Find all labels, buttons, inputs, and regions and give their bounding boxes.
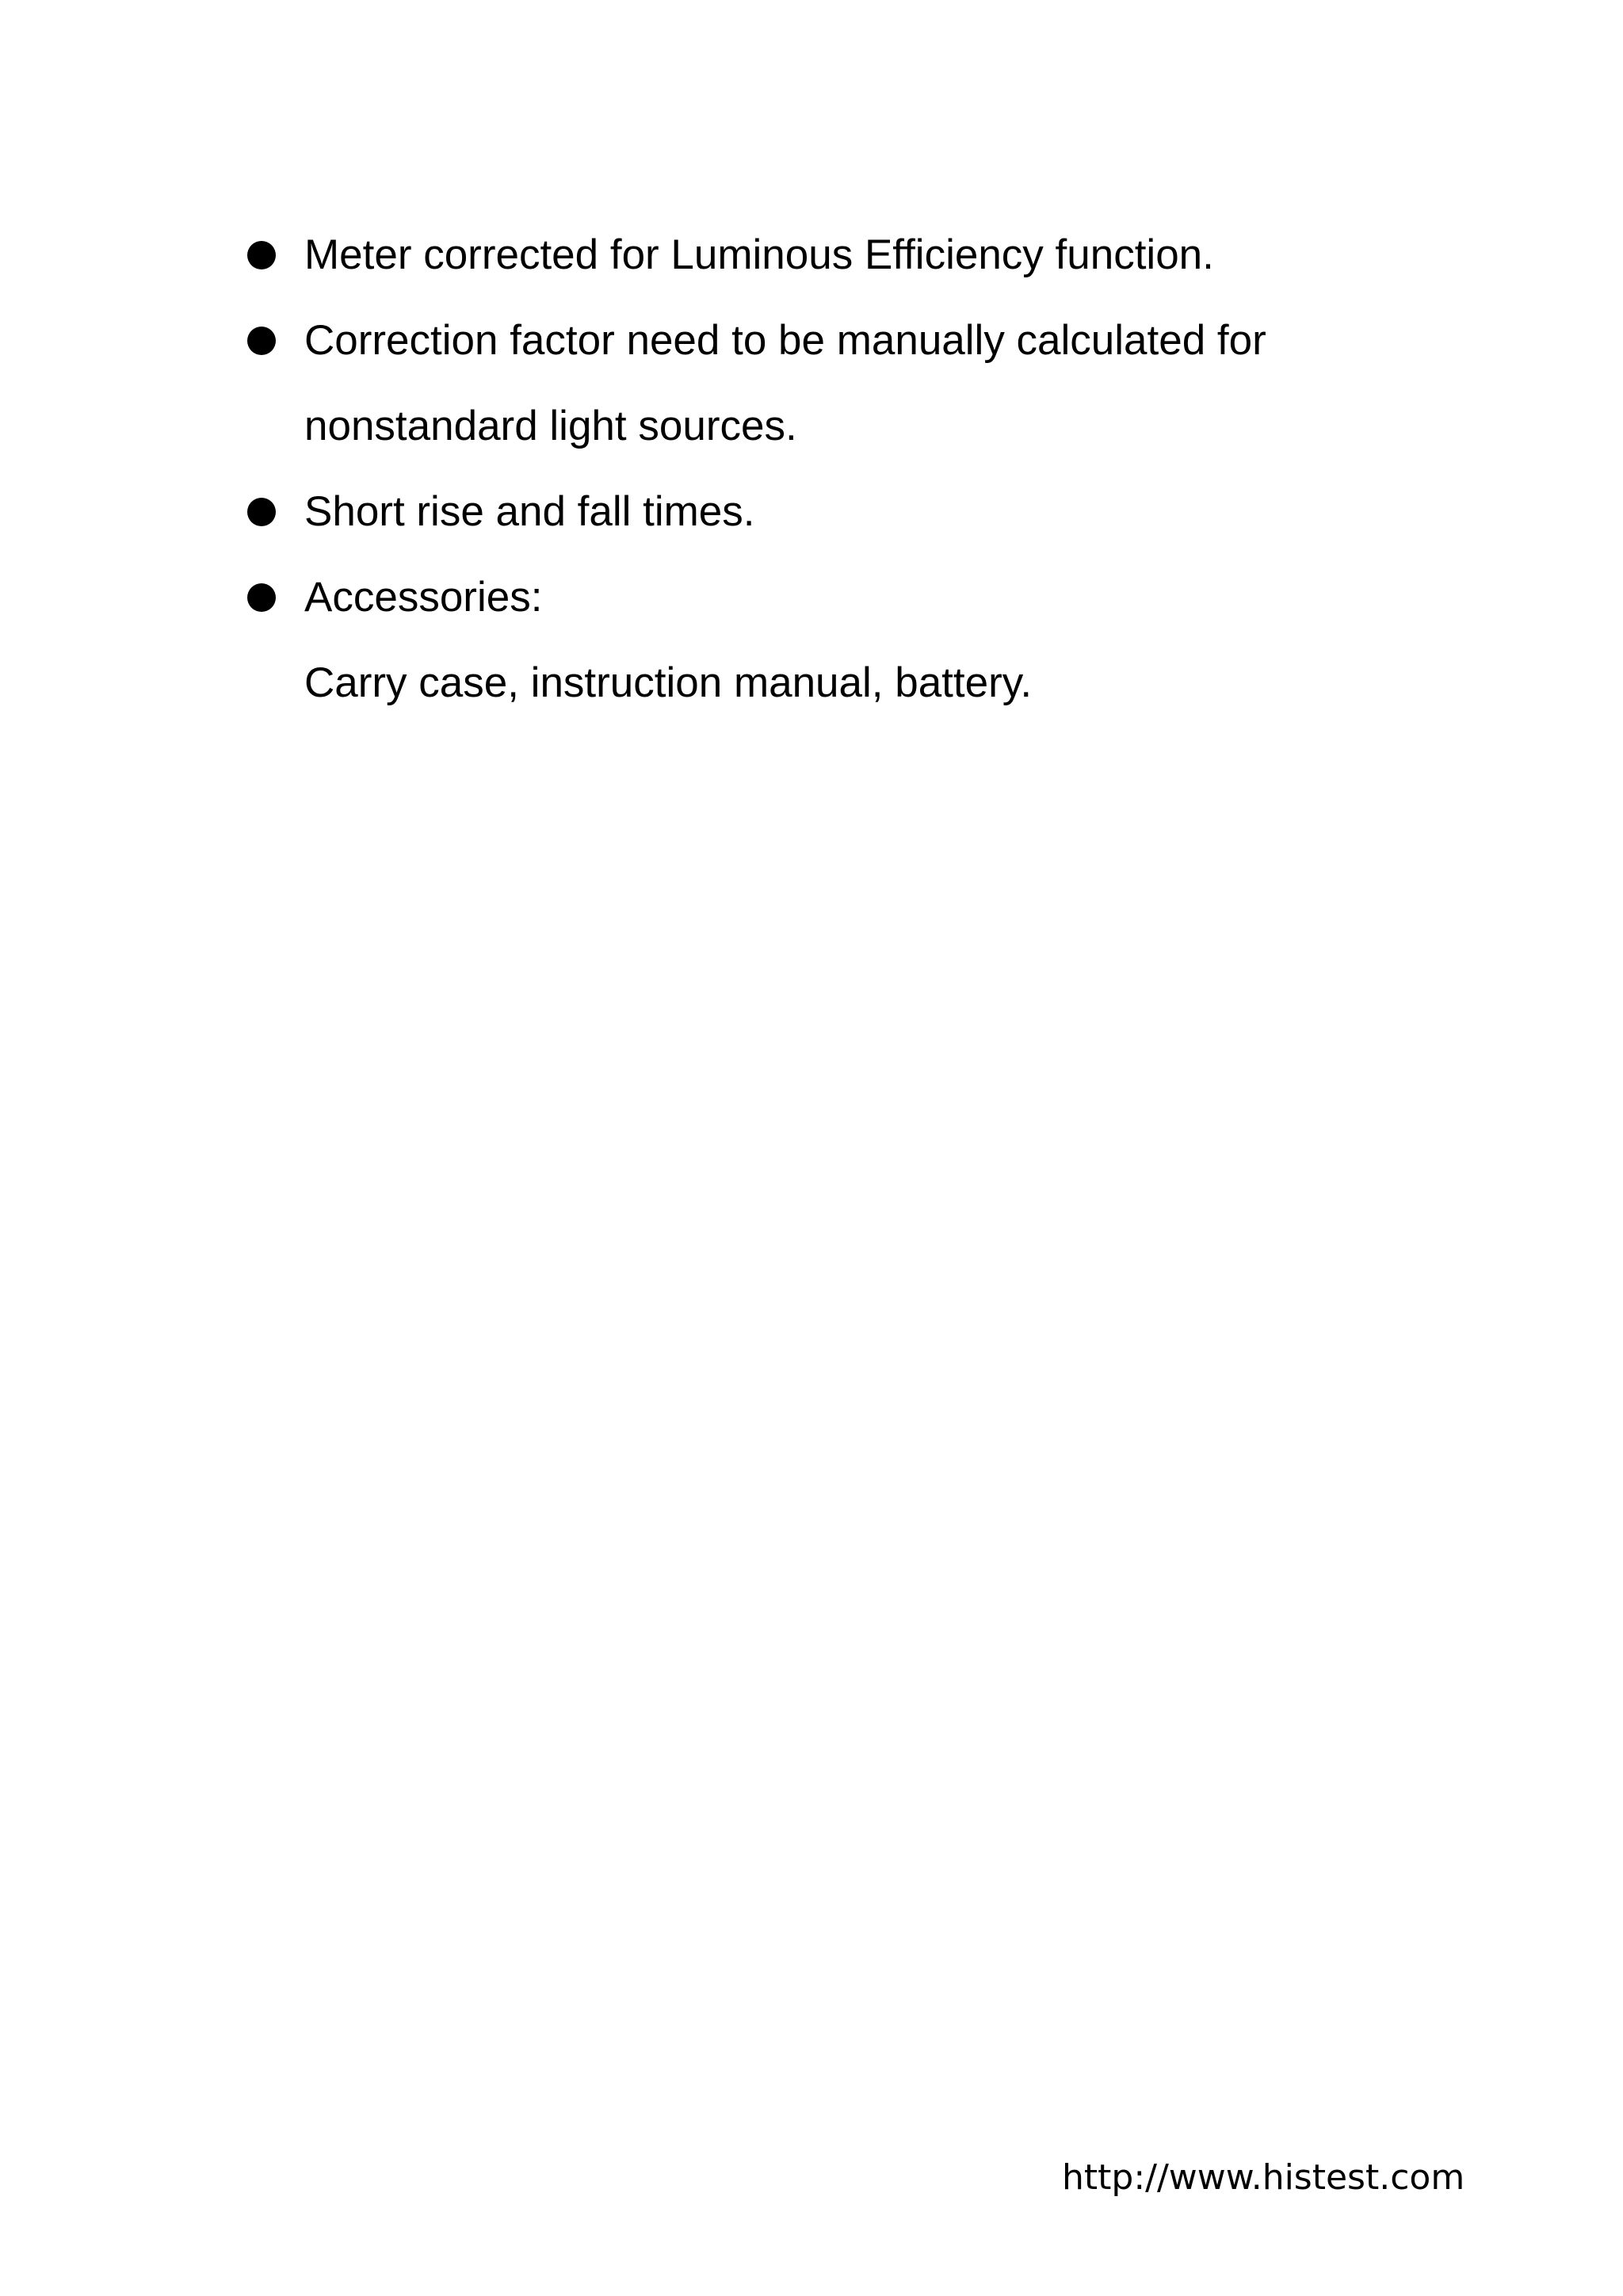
bullet-item-luminous-efficiency <box>244 212 1433 298</box>
bullet-text: Short rise and fall times. <box>304 488 755 535</box>
bullet-item-correction-factor <box>244 298 1433 469</box>
feature-bullet-list <box>244 212 1433 726</box>
bullet-text: Meter corrected for Luminous Efficiency function. <box>304 231 1214 278</box>
bullet-dot-icon <box>247 241 276 269</box>
bullet-dot-icon <box>247 498 276 526</box>
bullet-text: Accessories: <box>304 574 543 621</box>
bullet-item-accessories <box>244 555 1433 726</box>
bullet-item-rise-fall-times <box>244 469 1433 555</box>
bullet-dot-icon <box>247 327 276 355</box>
bullet-text-continuation: Carry case, instruction manual, battery. <box>304 659 1033 706</box>
bullet-text-continuation: nonstandard light sources. <box>304 403 797 449</box>
footer-url: http://www.histest.com <box>1062 2157 1465 2198</box>
bullet-text: Correction factor need to be manually calculated for <box>304 317 1266 364</box>
bullet-dot-icon <box>247 583 276 612</box>
